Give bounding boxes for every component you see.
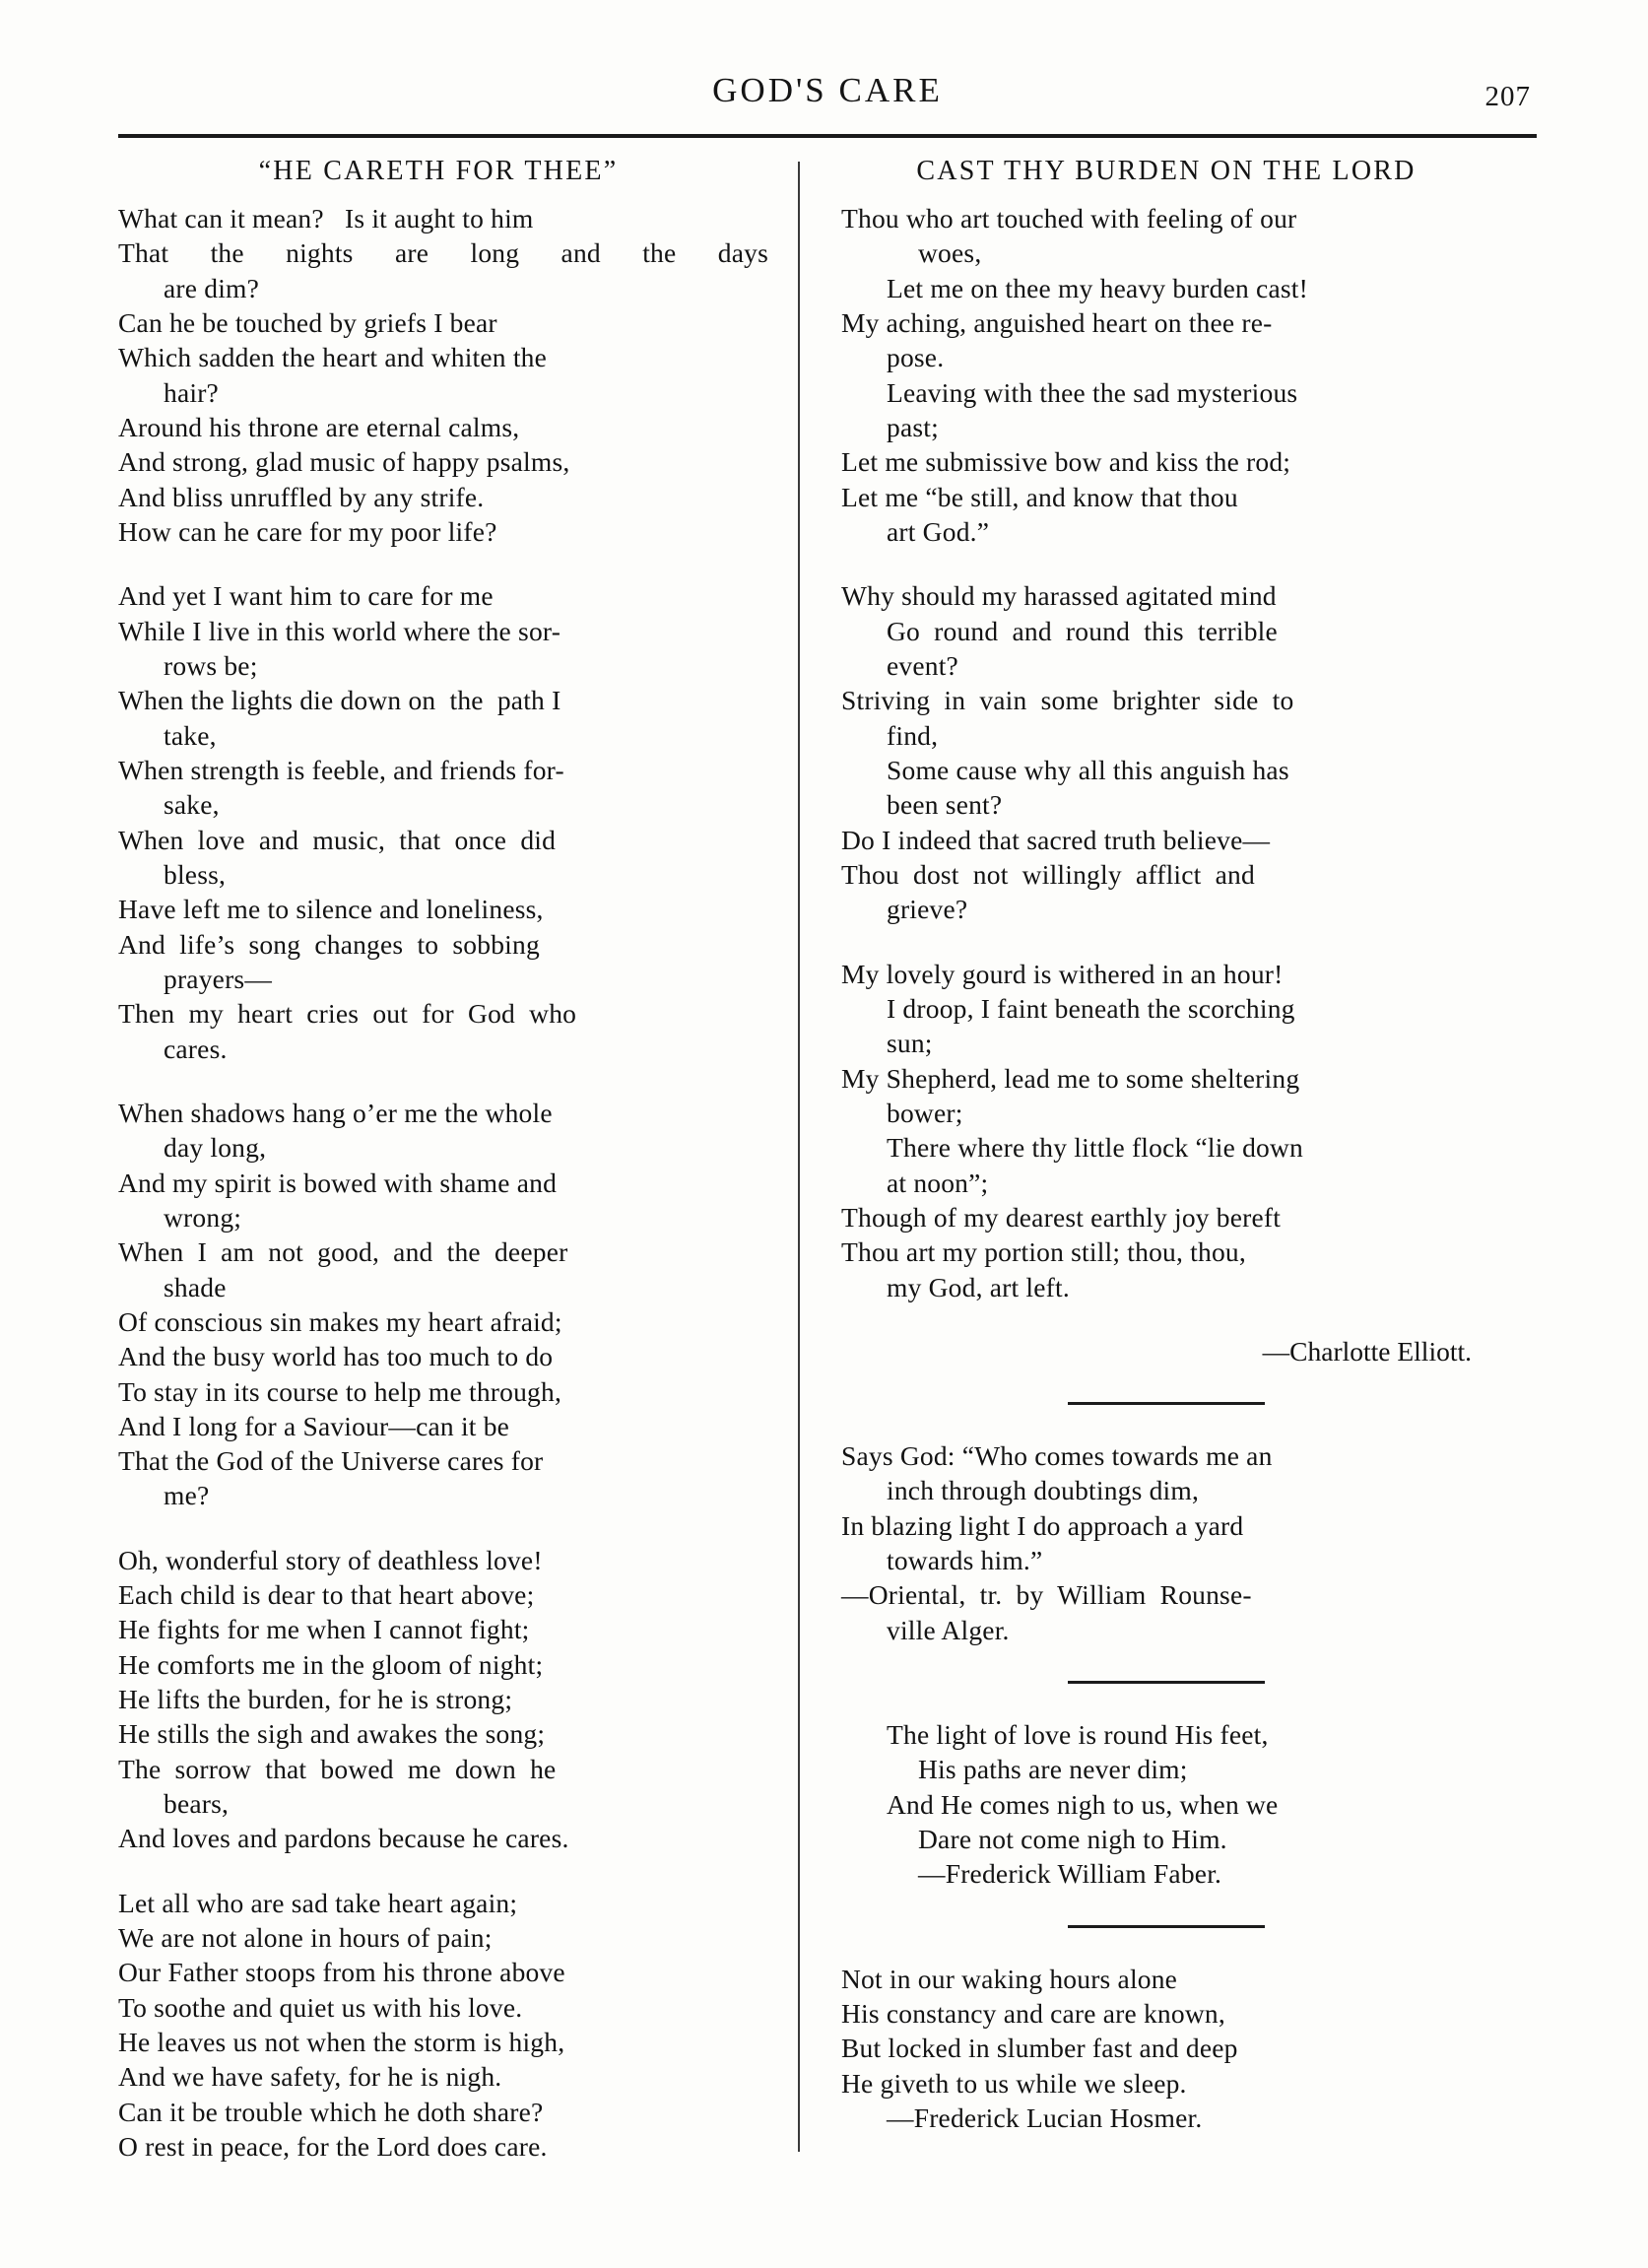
poem-line: We are not alone in hours of pain; xyxy=(118,1922,493,1954)
poem-line: O rest in peace, for the Lord does care. xyxy=(118,2131,548,2163)
running-head-title: GOD'S CARE xyxy=(712,71,943,109)
poem-line: ville Alger. xyxy=(887,1614,1010,1645)
poem-line: To stay in its course to help me through, xyxy=(118,1375,562,1407)
poem-line: And bliss unruffled by any strife. xyxy=(118,481,485,512)
poem-line: Can he be touched by griefs I bear xyxy=(118,306,497,338)
stanza xyxy=(118,201,768,549)
poem-line: inch through doubtings dim, xyxy=(887,1475,1200,1506)
poem-line: me? xyxy=(164,1480,210,1511)
poem-line: He lifts the burden, for he is strong; xyxy=(118,1684,513,1715)
poem-line: find, xyxy=(887,719,939,751)
stanza xyxy=(118,1543,768,1856)
stanza xyxy=(841,578,1491,926)
poem-line: And yet I want him to care for me xyxy=(118,580,494,612)
poem-line: wrong; xyxy=(164,1201,242,1233)
poem-line: Let me “be still, and know that thou xyxy=(841,481,1238,512)
poem-line: My aching, anguished heart on thee re- xyxy=(841,306,1273,338)
poem-line: And life’s song changes to sobbing xyxy=(118,928,540,960)
poem-line: The light of love is round His feet, xyxy=(887,1719,1269,1750)
poem-line: sake, xyxy=(164,789,220,821)
poem-line: Why should my harassed agitated mind xyxy=(841,580,1277,612)
poem-line: Go round and round this terrible xyxy=(887,615,1278,646)
poem-line: cares. xyxy=(164,1033,228,1064)
section-separator xyxy=(1068,1402,1265,1405)
poem-line: prayers— xyxy=(164,963,273,994)
poem-line: Leaving with thee the sad mysterious xyxy=(887,376,1298,408)
poem-line: My Shepherd, lead me to some sheltering xyxy=(841,1062,1300,1094)
poem-line: When the lights die down on the path I xyxy=(118,685,561,716)
poem-line: Of conscious sin makes my heart afraid; xyxy=(118,1305,562,1337)
poem-line: And I long for a Saviour—can it be xyxy=(118,1410,510,1441)
poem-line: What can it mean? Is it aught to him xyxy=(118,203,534,233)
poem-line: But locked in slumber fast and deep xyxy=(841,2033,1238,2064)
extract-verse xyxy=(841,1962,1491,2136)
right-extracts xyxy=(841,1402,1491,2135)
poem-line: at noon”; xyxy=(887,1167,989,1198)
poem-line: My lovely gourd is withered in an hour! xyxy=(841,958,1284,989)
poem-line: He comforts me in the gloom of night; xyxy=(118,1648,544,1680)
poem-line: Each child is dear to that heart above; xyxy=(118,1579,535,1611)
stanza xyxy=(118,1096,768,1513)
stanza xyxy=(118,1886,768,2165)
poem-line: bower; xyxy=(887,1097,963,1128)
poem-line: When shadows hang o’er me the whole xyxy=(118,1097,553,1128)
poem-line: sun; xyxy=(887,1028,933,1059)
poem-line: When I am not good, and the deeper xyxy=(118,1236,568,1268)
poem-line: Oh, wonderful story of deathless love! xyxy=(118,1544,543,1575)
poem-line: Do I indeed that sacred truth believe— xyxy=(841,824,1271,855)
page-content xyxy=(118,59,1537,2193)
poem-line: been sent? xyxy=(887,789,1003,821)
poem-line: How can he care for my poor life? xyxy=(118,515,497,547)
poem-line: event? xyxy=(887,649,958,681)
poem-line: When strength is feeble, and friends for- xyxy=(118,754,564,785)
poem-line: Our Father stoops from his throne above xyxy=(118,1957,565,1988)
right-poem-title: CAST THY BURDEN ON THE LORD xyxy=(916,156,1417,186)
stanza xyxy=(118,578,768,1066)
poem-line: —Frederick William Faber. xyxy=(918,1858,1222,1890)
poem-line: woes, xyxy=(918,237,982,269)
poem-line: Some cause why all this anguish has xyxy=(887,754,1289,785)
left-poem-body xyxy=(118,201,768,2164)
poem-line: That the nights are long and the days xyxy=(118,237,768,269)
poem-line: past; xyxy=(887,411,939,442)
left-poem-title: “HE CARETH FOR THEE” xyxy=(258,156,619,186)
poem-line: Thou dost not willingly afflict and xyxy=(841,858,1255,890)
poem-line: And loves and pardons because he cares. xyxy=(118,1823,569,1854)
poem-line: Thou art my portion still; thou, thou, xyxy=(841,1236,1246,1268)
poem-line: Let me submissive bow and kiss the rod; xyxy=(841,446,1291,478)
poem-line: While I live in this world where the sor- xyxy=(118,615,561,646)
poem-line: That the God of the Universe cares for xyxy=(118,1445,544,1477)
poem-line: art God.” xyxy=(887,515,990,547)
poem-line: —Oriental, tr. by William Rounse- xyxy=(841,1579,1252,1611)
poem-line: To soothe and quiet us with his love. xyxy=(118,1991,523,2023)
poem-line: pose. xyxy=(887,342,945,373)
header-rule xyxy=(118,134,1537,138)
poem-line: When love and music, that once did xyxy=(118,824,557,855)
poem-line: Dare not come nigh to Him. xyxy=(918,1823,1227,1854)
poem-line: rows be; xyxy=(164,649,258,681)
right-poem-body xyxy=(841,201,1491,1304)
poem-line: He stills the sigh and awakes the song; xyxy=(118,1718,546,1750)
section-separator xyxy=(1068,1681,1265,1684)
poem-line: take, xyxy=(164,719,217,751)
left-column xyxy=(118,156,798,2193)
poem-line: towards him.” xyxy=(887,1545,1043,1576)
poem-line: His constancy and care are known, xyxy=(841,1997,1225,2029)
poem-line: He giveth to us while we sleep. xyxy=(841,2067,1187,2099)
poem-line: are dim? xyxy=(164,272,260,303)
page-number: 207 xyxy=(1484,81,1531,112)
two-column-body xyxy=(118,156,1537,2193)
poem-line: And strong, glad music of happy psalms, xyxy=(118,446,570,478)
poem-line: hair? xyxy=(164,376,219,408)
poem-line: He leaves us not when the storm is high, xyxy=(118,2027,565,2058)
column-divider-rule xyxy=(798,162,800,2152)
poem-line: day long, xyxy=(164,1132,267,1164)
poem-line: Then my heart cries out for God who xyxy=(118,998,577,1030)
poem-line: my God, art left. xyxy=(887,1271,1070,1302)
poem-line: I droop, I faint beneath the scorching xyxy=(887,992,1295,1024)
poem-line: In blazing light I do approach a yard xyxy=(841,1509,1244,1541)
poem-line: Let me on thee my heavy burden cast! xyxy=(887,272,1308,303)
poem-line: grieve? xyxy=(887,894,968,925)
poem-line: Let all who are sad take heart again; xyxy=(118,1887,518,1918)
poem-line: And the busy world has too much to do xyxy=(118,1341,554,1372)
poem-line: There where thy little flock “lie down xyxy=(887,1132,1304,1164)
poem-line: And He comes nigh to us, when we xyxy=(887,1788,1279,1820)
poem-line: —Frederick Lucian Hosmer. xyxy=(887,2101,1203,2133)
page-header xyxy=(118,59,1537,122)
poem-line: Not in our waking hours alone xyxy=(841,1963,1178,1994)
poem-line: He fights for me when I cannot fight; xyxy=(118,1614,530,1645)
poem-line: Around his throne are eternal calms, xyxy=(118,411,520,442)
poem-line: Thou who art touched with feeling of our xyxy=(841,203,1297,233)
poem-line: Though of my dearest earthly joy bereft xyxy=(841,1201,1282,1233)
poem-line: Which sadden the heart and whiten the xyxy=(118,342,548,373)
poem-line: bears, xyxy=(164,1788,230,1820)
poem-line: The sorrow that bowed me down he xyxy=(118,1753,557,1784)
poem-line: Have left me to silence and loneliness, xyxy=(118,894,544,925)
poem-line: Says God: “Who comes towards me an xyxy=(841,1440,1273,1472)
poem-line: And we have safety, for he is nigh. xyxy=(118,2061,502,2093)
stanza xyxy=(841,957,1491,1304)
right-column xyxy=(798,156,1491,2193)
extract-verse xyxy=(841,1717,1491,1892)
poem-line: His paths are never dim; xyxy=(918,1754,1188,1785)
poem-line: Can it be trouble which he doth share? xyxy=(118,2096,544,2127)
right-poem-attribution: —Charlotte Elliott. xyxy=(1262,1335,1472,1367)
poem-line: shade xyxy=(164,1271,227,1302)
section-separator xyxy=(1068,1925,1265,1928)
poem-line: And my spirit is bowed with shame and xyxy=(118,1167,558,1198)
extract-verse xyxy=(841,1438,1491,1647)
poem-line: bless, xyxy=(164,858,227,890)
poem-line: Striving in vain some brighter side to xyxy=(841,685,1294,716)
stanza xyxy=(841,201,1491,549)
